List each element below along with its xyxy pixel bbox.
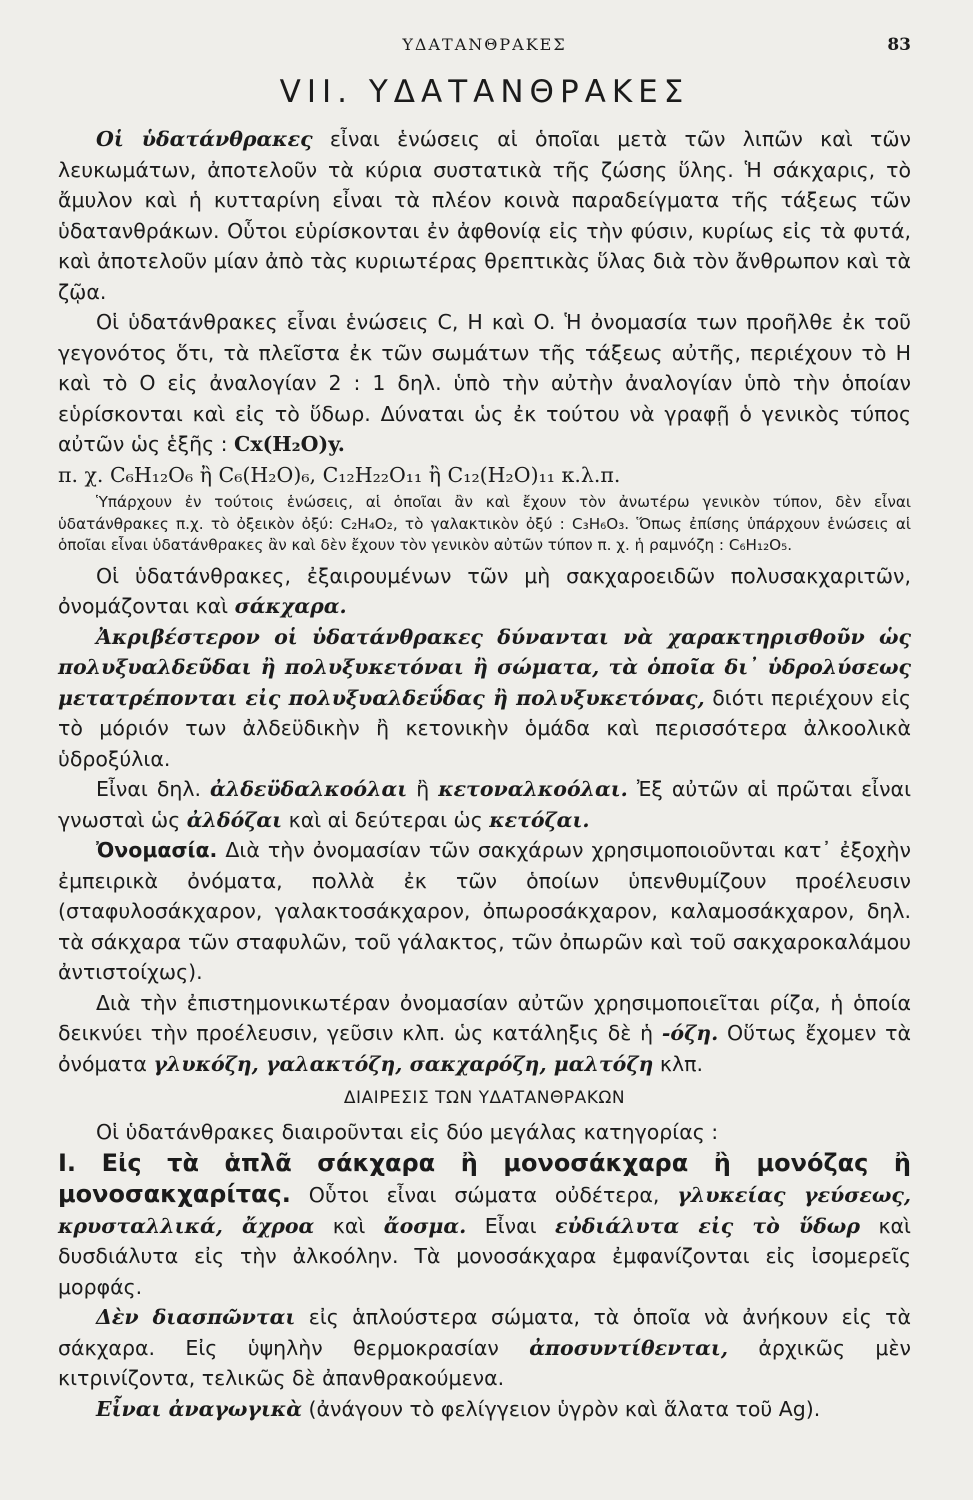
decomp-text-b: ἀρχικῶς μὲν κιτρινίζοντα, τελικῶς δὲ ἀπανθρακούμενα.	[58, 1335, 911, 1391]
mono-term-properties: γλυκείας γεύσεως, κρυσταλλικά, ἄχροα	[58, 1183, 911, 1238]
reducing-text: (ἀνάγουν τὸ φελίγγειον ὑγρὸν καὶ ἅλατα τοῦ Ag).	[302, 1396, 821, 1421]
saccharides-term: σάκχαρα.	[234, 594, 347, 619]
paragraph-intro	[58, 124, 911, 307]
name-galactose: γαλακτόζη,	[258, 1051, 403, 1076]
term-ketoses: κετόζαι.	[489, 807, 590, 832]
aldoses-text-d: καὶ αἱ δεύτεραι ὡς	[282, 807, 490, 832]
name-sucrose: σακχαρόζη,	[402, 1051, 547, 1076]
running-head	[58, 28, 911, 62]
naming-lead: Ὀνομασία.	[96, 838, 218, 863]
aldoses-text-c: Ἐξ αὐτῶν αἱ πρῶται εἶναι γνωσταὶ ὡς	[58, 777, 912, 832]
paragraph-definition	[58, 622, 911, 775]
sci-naming-text-a: Διὰ τὴν ἐπιστημονικωτέραν ὀνομασίαν αὐτῶν χρησιμοποιεῖται ρίζα, ἡ ὁποία δεικνύει τὴν προέλευσιν, γεῦσιν κλπ. ὡς κατάληξις δὲ ἡ	[58, 990, 911, 1046]
intro-lead-term: Οἱ ὑδατάνθρακες	[96, 127, 313, 151]
composition-text: Οἱ ὑδατάνθρακες εἶναι ἑνώσεις C, H καὶ O. Ἡ ὀνομασία των προῆλθε ἐκ τοῦ γεγονότος ὅτι, τὰ πλεῖστα ἐκ τῶν σωμάτων τῆς τάξεως αὐτῆς, περιέχουν τὸ H καὶ τὸ O εἰς ἀναλογίαν 2 : 1 δηλ. ὑπὸ τὴν αὐτὴν ἀναλογίαν ὑπὸ τὴν ὁποίαν εὑρίσκονται καὶ εἰς τὸ ὕδωρ. Δύναται ὡς ἐκ τούτου νὰ γραφῇ ὁ γενικὸς τύπος αὐτῶν ὡς ἑξῆς :	[58, 310, 911, 456]
sci-naming-text-b: Οὕτως ἔχομεν τὰ ὀνόματα	[58, 1021, 912, 1076]
term-aldehyde-alcohols: ἀλδεϋδαλκοόλαι	[210, 777, 408, 802]
term-aldoses: ἀλδόζαι	[186, 807, 283, 832]
definition-italic: Ἀκριβέστερον οἱ ὑδατάνθρακες δύνανται νὰ χαρακτηρισθοῦν ὡς πολυξυαλδεῦδαι ἢ πολυξυκετόναι ἢ σώματα, τὰ ὁποῖα δι᾿ ὑδρολύσεως μετατρέπονται εἰς πολυξυαλδεΰδας ἢ πολυξυκετόνας,	[58, 624, 911, 710]
intro-text: εἶναι ἑνώσεις αἱ ὁποῖαι μετὰ τῶν λιπῶν καὶ τῶν λευκωμάτων, ἀποτελοῦν τὰ κύρια συστατικὰ τῆς ζώσης ὕλης. Ἡ σάκχαρις, τὸ ἄμυλον καὶ ἡ κυτταρίνη εἶναι τὰ πλέον κοινὰ παραδείγματα τῆς τάξεως τῶν ὑδατανθράκων. Οὗτοι εὑρίσκονται ἐν ἀφθονίᾳ εἰς τὴν φύσιν, κυρίως εἰς τὰ φυτά, καὶ ἀποτελοῦν μίαν ἀπὸ τὰς κυριωτέρας θρεπτικὰς ὕλας διὰ τὸν ἄνθρωπον καὶ τὰ ζῷα.	[58, 127, 911, 304]
paragraph-categories: Οἱ ὑδατάνθρακες διαιροῦνται εἰς δύο μεγάλας κατηγορίας :	[96, 1120, 719, 1145]
paragraph-reducing	[58, 1394, 911, 1425]
paragraph-saccharides	[58, 561, 911, 622]
decomp-text-a: εἰς ἁπλούστερα σώματα, τὰ ὁποῖα νὰ ἀνήκουν εἰς τὰ σάκχαρα. Εἰς ὑψηλὴν θερμοκρασίαν	[58, 1305, 911, 1360]
aldoses-text-b: ἢ	[407, 777, 439, 802]
section-heading: ΔΙΑΙΡΕΣΙΣ ΤΩΝ ΥΔΑΤΑΝΘΡΑΚΩΝ	[343, 1088, 626, 1109]
mono-text-d: καὶ δυσδιάλυτα εἰς τὴν ἀλκοόλην. Τὰ μονοσάκχαρα ἐμφανίζονται εἰς ἰσομερεῖς μορφάς.	[58, 1213, 911, 1299]
mono-text-b: καὶ	[314, 1213, 384, 1238]
paragraph-scientific-naming	[58, 988, 911, 1080]
mono-text-a: Οὗτοι εἶναι σώματα οὐδέτερα,	[290, 1183, 678, 1208]
paragraph-monosaccharides	[58, 1148, 911, 1303]
term-not-split: Δὲν διασπῶνται	[96, 1305, 296, 1330]
mono-term-odorless: ἄοσμα.	[383, 1213, 467, 1238]
sci-naming-text-c: κλπ.	[653, 1051, 703, 1076]
general-formula: Cx(H₂O)y.	[234, 432, 345, 456]
paragraph-naming	[58, 835, 911, 988]
naming-text: Διὰ τὴν ὀνομασίαν τῶν σακχάρων χρησιμοποιοῦνται κατ᾿ ἐξοχὴν ἐμπειρικὰ ὀνόματα, πολλὰ ἐκ τῶν ὁποίων ὑπενθυμίζουν προέλευσιν (σταφυλοσάκχαρον, γαλακτοσάκχαρον, ὀπωροσάκχαρον, καλαμοσάκχαρον, δηλ. τὰ σάκχαρα τῶν σταφυλῶν, τοῦ γάλακτος, τῶν ὀπωρῶν καὶ τοῦ σακχαροκαλάμου ἀντιστοίχως).	[58, 838, 911, 985]
chapter-title: VII. ΥΔΑΤΑΝΘΡΑΚΕΣ	[279, 74, 690, 110]
mono-text-c: Εἶναι	[466, 1213, 556, 1238]
name-maltose: μαλτόζη	[546, 1051, 654, 1076]
running-title: ΥΔΑΤΑΝΘΡΑΚΕΣ	[402, 35, 567, 54]
paragraph-composition	[58, 307, 911, 460]
paragraph-note: Ὑπάρχουν ἐν τούτοις ἑνώσεις, αἱ ὁποῖαι ἂν καὶ ἔχουν τὸν ἀνωτέρω γενικὸν τύπον, δὲν εἶναι ὑδατάνθρακες π.χ. τὸ ὀξεικὸν ὀξύ: C₂H₄O₂, τὸ γαλακτικὸν ὀξύ : C₃H₆O₃. Ὅπως ἐπίσης ὑπάρχουν ἑνώσεις αἱ ὁποῖαι εἶναι ὑδατάνθρακες ἂν καὶ δὲν ἔχουν τὸν γενικὸν αὐτῶν τύπον π. χ. ἡ ραμνόζη : C₆H₁₂O₅.	[58, 493, 911, 555]
term-reducing: Εἶναι ἀναγωγικὰ	[96, 1396, 303, 1421]
mono-term-soluble: εὐδιάλυτα εἰς τὸ ὕδωρ	[555, 1213, 860, 1238]
term-decompose: ἀποσυντίθενται,	[529, 1335, 728, 1360]
suffix-ose: -όζη.	[661, 1021, 719, 1046]
paragraph-decomposition	[58, 1302, 911, 1394]
paragraph-aldoses	[58, 774, 911, 835]
formula-examples: π. χ. C₆H₁₂O₆ ἢ C₆(H₂O)₆, C₁₂H₂₂O₁₁ ἢ C₁₂(H₂O)₁₁ κ.λ.π.	[58, 462, 621, 487]
term-ketone-alcohols: κετοναλκοόλαι.	[438, 777, 628, 802]
aldoses-text-a: Εἶναι δηλ.	[96, 777, 211, 802]
monosaccharides-heading: I. Εἰς τὰ ἁπλᾶ σάκχαρα ἢ μονοσάκχαρα ἢ μονόζας ἢ μονοσακχαρίτας.	[58, 1148, 911, 1209]
name-glucose: γλυκόζη,	[153, 1051, 259, 1076]
page-number: 83	[887, 35, 911, 55]
saccharides-text: Οἱ ὑδατάνθρακες, ἐξαιρουμένων τῶν μὴ σακχαροειδῶν πολυσακχαριτῶν, ὀνομάζονται καὶ	[58, 563, 911, 619]
definition-text: διότι περιέχουν εἰς τὸ μόριόν των ἀλδεϋδικὴν ἢ κετονικὴν ὁμάδα καὶ περισσότερα ἀλκοολικὰ ὑδροξύλια.	[58, 685, 911, 771]
